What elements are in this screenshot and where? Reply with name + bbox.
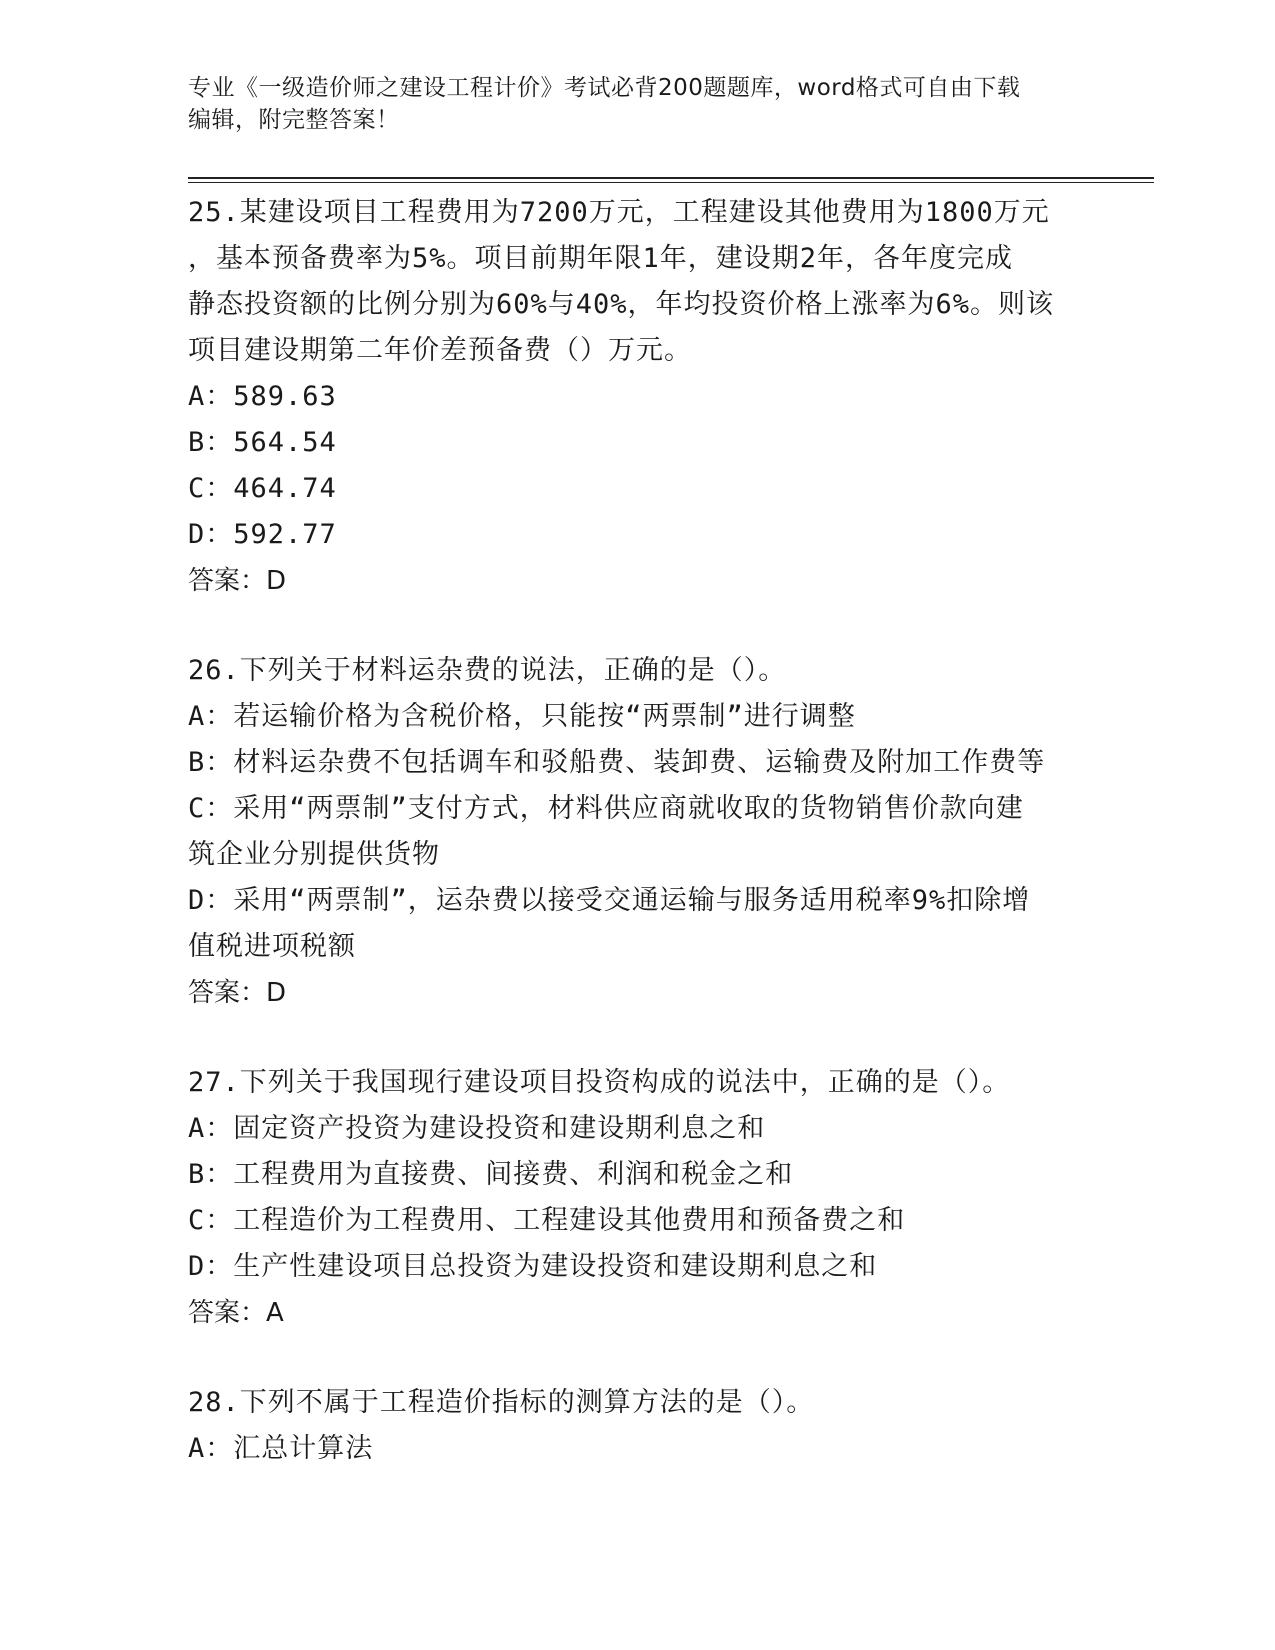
option-d: D：采用“两票制”，运杂费以接受交通运输与服务适用税率9%扣除增 bbox=[188, 885, 1031, 916]
option-d-continued: 值税进项税额 bbox=[188, 931, 356, 962]
question-text-line: 28.下列不属于工程造价指标的测算方法的是（）。 bbox=[188, 1387, 815, 1418]
question-text-line: 27.下列关于我国现行建设项目投资构成的说法中，正确的是（）。 bbox=[188, 1067, 1011, 1098]
document-header bbox=[188, 72, 1088, 136]
header-line-2: 编辑，附完整答案！ bbox=[188, 107, 400, 133]
option-a: A：汇总计算法 bbox=[188, 1433, 374, 1464]
question-text-line: 项目建设期第二年价差预备费（）万元。 bbox=[188, 335, 692, 366]
option-d: D：592.77 bbox=[188, 519, 337, 550]
question-text-line: ，基本预备费率为5%。项目前期年限1年，建设期2年，各年度完成 bbox=[188, 243, 1014, 274]
question-text-line: 静态投资额的比例分别为60%与40%，年均投资价格上涨率为6%。则该 bbox=[188, 289, 1055, 320]
header-divider-top bbox=[188, 177, 1154, 179]
answer-line: 答案：D bbox=[188, 566, 287, 596]
header-line-1: 专业《一级造价师之建设工程计价》考试必背200题题库，word格式可自由下载 bbox=[188, 75, 1021, 101]
option-a: A：固定资产投资为建设投资和建设期利息之和 bbox=[188, 1113, 766, 1144]
option-a: A：589.63 bbox=[188, 381, 337, 412]
question-block bbox=[188, 190, 1088, 604]
question-text-line: 26.下列关于材料运杂费的说法，正确的是（）。 bbox=[188, 655, 787, 686]
option-a: A：若运输价格为含税价格，只能按“两票制”进行调整 bbox=[188, 701, 856, 732]
question-spacer bbox=[188, 1016, 1088, 1060]
option-b: B：工程费用为直接费、间接费、利润和税金之和 bbox=[188, 1159, 794, 1190]
option-c: C：工程造价为工程费用、工程建设其他费用和预备费之和 bbox=[188, 1205, 906, 1236]
question-text-line: 25.某建设项目工程费用为7200万元，工程建设其他费用为1800万元 bbox=[188, 197, 1050, 228]
question-spacer bbox=[188, 1336, 1088, 1380]
answer-line: 答案：A bbox=[188, 1298, 284, 1328]
question-block bbox=[188, 1060, 1088, 1336]
option-d: D：生产性建设项目总投资为建设投资和建设期利息之和 bbox=[188, 1251, 878, 1282]
option-c: C：采用“两票制”支付方式，材料供应商就收取的货物销售价款向建 bbox=[188, 793, 1024, 824]
option-b: B：材料运杂费不包括调车和驳船费、装卸费、运输费及附加工作费等 bbox=[188, 747, 1046, 778]
option-c-continued: 筑企业分别提供货物 bbox=[188, 839, 440, 870]
option-c: C：464.74 bbox=[188, 473, 337, 504]
question-block bbox=[188, 1380, 1088, 1472]
header-divider-bottom bbox=[188, 182, 1154, 183]
answer-line: 答案：D bbox=[188, 978, 287, 1008]
option-b: B：564.54 bbox=[188, 427, 337, 458]
question-block bbox=[188, 648, 1088, 1016]
question-spacer bbox=[188, 604, 1088, 648]
question-list bbox=[188, 190, 1088, 1472]
